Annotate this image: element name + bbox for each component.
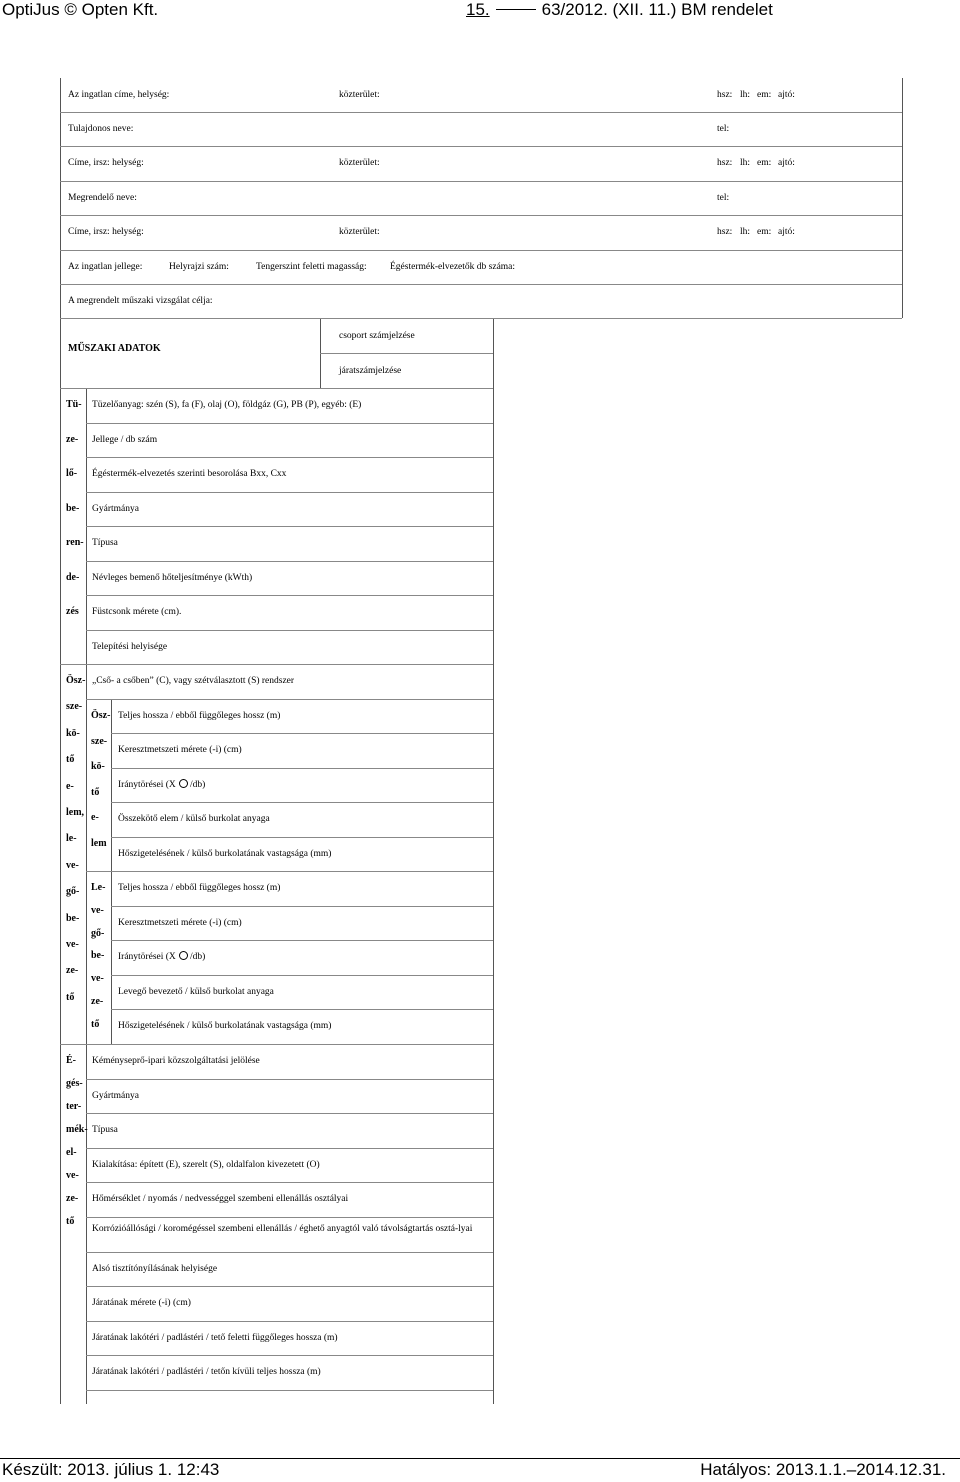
group-number-label: csoport számjelzése bbox=[339, 331, 415, 341]
form-row-label: Keresztmetszeti mérete (-i) (cm) bbox=[118, 917, 242, 928]
form-row-label: Gyártmánya bbox=[92, 1090, 139, 1101]
client-public-area-label: közterület: bbox=[339, 227, 380, 237]
client-hsz-label: hsz: bbox=[717, 227, 733, 237]
property-address-label: Az ingatlan címe, helység: bbox=[68, 90, 170, 100]
page-footer bbox=[0, 1458, 960, 1482]
created-date: Készült: 2013. július 1. 12:43 bbox=[2, 1460, 220, 1479]
row-divider bbox=[86, 561, 493, 562]
row-divider bbox=[86, 1252, 493, 1253]
form-row-label: Korrózióállósági / koromégéssel szembeni ellenállás / éghető anyagtól való távolságtartás osztá-lyai bbox=[92, 1224, 473, 1234]
group-label-line: be- bbox=[91, 950, 105, 962]
form-row-label: Keresztmetszeti mérete (-i) (cm) bbox=[118, 745, 242, 756]
public-area-label: közterület: bbox=[339, 90, 380, 100]
form-row-label: Iránytörései (X bbox=[118, 779, 176, 790]
row-divider bbox=[86, 423, 493, 424]
owner-public-area-label: közterület: bbox=[339, 158, 380, 168]
form-row-label: Gyártmánya bbox=[92, 503, 139, 514]
client-em-label: em: bbox=[757, 227, 772, 237]
client-address-label: Címe, irsz: helység: bbox=[68, 227, 144, 237]
form-row-label: Füstcsonk mérete (cm). bbox=[92, 607, 182, 617]
form-row-label: Iránytörései (X bbox=[118, 952, 176, 963]
row-divider bbox=[86, 457, 493, 458]
form-row-label: Jellege / db szám bbox=[92, 434, 158, 445]
form-row-label: Járatának lakótéri / padlástéri / tetőn kívüli teljes hossza (m) bbox=[92, 1367, 321, 1378]
group-label-line: ren- bbox=[66, 537, 84, 548]
client-name-label: Megrendelő neve: bbox=[68, 193, 137, 203]
group-label-line: Le- bbox=[91, 882, 106, 893]
inspection-purpose-label: A megrendelt műszaki vizsgálat célja: bbox=[68, 296, 213, 306]
flue-count-label: Égéstermék-elvezetők db száma: bbox=[390, 262, 516, 272]
group-label-line: kö- bbox=[66, 727, 80, 739]
group-label-line: tő bbox=[66, 1216, 75, 1227]
group-label-line: ze- bbox=[66, 433, 79, 445]
owner-lh-label: lh: bbox=[740, 158, 751, 168]
owner-tel-label: tel: bbox=[717, 124, 730, 134]
form-row-label: Telepítési helyisége bbox=[92, 641, 168, 652]
owner-em-label: em: bbox=[757, 158, 772, 168]
group-label-line: be- bbox=[66, 912, 80, 924]
valid-period: Hatályos: 2013.1.1.–2014.12.31. bbox=[700, 1460, 946, 1479]
flue-number-label: járatszámjelzése bbox=[339, 366, 402, 376]
property-type-label: Az ingatlan jellege: bbox=[68, 262, 143, 272]
group-label-line: ter- bbox=[66, 1101, 82, 1112]
form-row-label: Típusa bbox=[92, 1125, 118, 1136]
form-row-label: Hőszigetelésének / külső burkolatának vastagsága (mm) bbox=[118, 848, 332, 859]
group-label-line: be- bbox=[66, 502, 80, 514]
row-divider bbox=[86, 1286, 493, 1287]
form-row-label: Égéstermék-elvezetés szerinti besorolása Bxx, Cxx bbox=[92, 469, 287, 479]
page-number: 15. bbox=[466, 0, 490, 19]
form-row-label: Összekötő elem / külső burkolat anyaga bbox=[118, 814, 270, 825]
group-label-line: ze- bbox=[66, 1193, 79, 1204]
header-reference bbox=[466, 0, 773, 20]
row-divider bbox=[86, 1079, 493, 1080]
group-label-line: Ösz- bbox=[66, 675, 86, 686]
form-row-label: Teljes hossza / ebből függőleges hossz (m) bbox=[118, 883, 281, 893]
group-label-line: Ösz- bbox=[91, 710, 111, 721]
group-label-line: le- bbox=[66, 833, 77, 845]
per-db-label: /db) bbox=[190, 952, 206, 963]
group-label-line: É- bbox=[66, 1055, 76, 1066]
per-db-label: /db) bbox=[190, 779, 206, 790]
group-label-line: tő bbox=[66, 754, 75, 766]
group-label-line: zés bbox=[66, 606, 79, 617]
group-label-line: el- bbox=[66, 1147, 77, 1158]
group-label-line: lő- bbox=[66, 468, 78, 479]
form-row-label: Járatának lakótéri / padlástéri / tető feletti függőleges hossza (m) bbox=[92, 1332, 338, 1343]
group-label-line: lem bbox=[91, 837, 107, 849]
form-row-label: Típusa bbox=[92, 538, 118, 548]
row-divider bbox=[111, 768, 493, 769]
row-divider bbox=[111, 975, 493, 976]
row-divider bbox=[111, 940, 493, 941]
row-divider bbox=[86, 595, 493, 596]
page-header bbox=[0, 0, 960, 22]
row-divider bbox=[86, 630, 493, 631]
client-lh-label: lh: bbox=[740, 227, 751, 237]
group-label-line: sze- bbox=[66, 701, 83, 713]
owner-address-label: Címe, irsz: helység: bbox=[68, 158, 144, 168]
regulation-ref: 63/2012. (XII. 11.) BM rendelet bbox=[541, 0, 773, 19]
group-label-line: ve- bbox=[66, 859, 79, 871]
owner-name-label: Tulajdonos neve: bbox=[68, 124, 134, 134]
tech-data-title: MŰSZAKI ADATOK bbox=[68, 343, 161, 354]
altitude-label: Tengerszint feletti magasság: bbox=[256, 262, 367, 272]
group-label-line: ze- bbox=[91, 996, 104, 1007]
group-label-line: ve- bbox=[91, 973, 104, 985]
form-row-label: Hőszigetelésének / külső burkolatának vastagsága (mm) bbox=[118, 1021, 332, 1032]
group-label-line: ve- bbox=[91, 904, 104, 916]
group-label-line: ze- bbox=[66, 965, 79, 977]
group-label-line: gő- bbox=[91, 927, 105, 939]
form-row-label: Tüzelőanyag: szén (S), fa (F), olaj (O), földgáz (G), PB (P), egyéb: (E) bbox=[92, 400, 362, 410]
form-row-label: Teljes hossza / ebből függőleges hossz (m) bbox=[118, 711, 281, 721]
group-label-line: e- bbox=[91, 812, 99, 823]
group-label-line: ve- bbox=[66, 939, 79, 950]
group-label-line: sze- bbox=[91, 735, 108, 747]
form-row-label: Névleges bemenő hőteljesítménye (kWth) bbox=[92, 572, 253, 583]
group-label-line: gés- bbox=[66, 1078, 83, 1089]
row-divider bbox=[86, 492, 493, 493]
row-divider bbox=[86, 1355, 493, 1356]
row-divider bbox=[86, 526, 493, 527]
form-row-label: Alsó tisztítónyílásának helyisége bbox=[92, 1263, 218, 1274]
row-divider bbox=[111, 733, 493, 734]
row-divider bbox=[111, 837, 493, 838]
row-divider bbox=[86, 1148, 493, 1149]
degree-symbol-icon bbox=[179, 779, 188, 788]
owner-hsz-label: hsz: bbox=[717, 158, 733, 168]
row-divider bbox=[86, 1182, 493, 1183]
client-door-label: ajtó: bbox=[778, 227, 795, 237]
lot-number-label: Helyrajzi szám: bbox=[169, 262, 229, 272]
form-row-label: Kéményseprő-ipari közszolgáltatási jelölése bbox=[92, 1056, 260, 1066]
group-label-line: ve- bbox=[66, 1170, 79, 1181]
door-label: ajtó: bbox=[778, 90, 795, 100]
row-divider bbox=[86, 1113, 493, 1114]
header-source: OptiJus © Opten Kft. bbox=[2, 0, 159, 19]
group-label-line: lem, bbox=[66, 807, 85, 818]
row-divider bbox=[111, 1009, 493, 1010]
row-divider bbox=[86, 1390, 493, 1391]
group-label-line: e- bbox=[66, 780, 74, 792]
row-divider bbox=[86, 1321, 493, 1322]
owner-door-label: ajtó: bbox=[778, 158, 795, 168]
form-row-label: Kialakítása: épített (E), szerelt (S), oldalfalon kivezetett (O) bbox=[92, 1159, 320, 1170]
group-label-line: kö- bbox=[91, 761, 105, 772]
group-label-line: de- bbox=[66, 571, 80, 583]
hsz-label: hsz: bbox=[717, 90, 733, 100]
form-row-label: Levegő bevezető / külső burkolat anyaga bbox=[118, 986, 274, 997]
group-label-line: gő- bbox=[66, 886, 80, 898]
group-label-line: tő bbox=[91, 786, 100, 798]
group-label-line: tő bbox=[91, 1018, 100, 1030]
client-tel-label: tel: bbox=[717, 193, 730, 203]
row-divider bbox=[111, 906, 493, 907]
form-row-label: Hőmérséklet / nyomás / nedvességgel szembeni ellenállás osztályai bbox=[92, 1194, 349, 1205]
lh-label: lh: bbox=[740, 90, 751, 100]
row-divider bbox=[86, 1217, 493, 1218]
group-label-line: mék- bbox=[66, 1124, 88, 1135]
row-divider bbox=[111, 802, 493, 803]
degree-symbol-icon bbox=[179, 951, 188, 960]
group-label-line: tő bbox=[66, 991, 75, 1003]
group-label-line: Tü- bbox=[66, 399, 82, 410]
em-label: em: bbox=[757, 90, 772, 100]
connector-system-row: „Cső- a csőben” (C), vagy szétválasztott (S) rendszer bbox=[92, 676, 295, 686]
form-row-label: Járatának mérete (-i) (cm) bbox=[92, 1298, 191, 1309]
inspection-form bbox=[60, 78, 902, 1404]
